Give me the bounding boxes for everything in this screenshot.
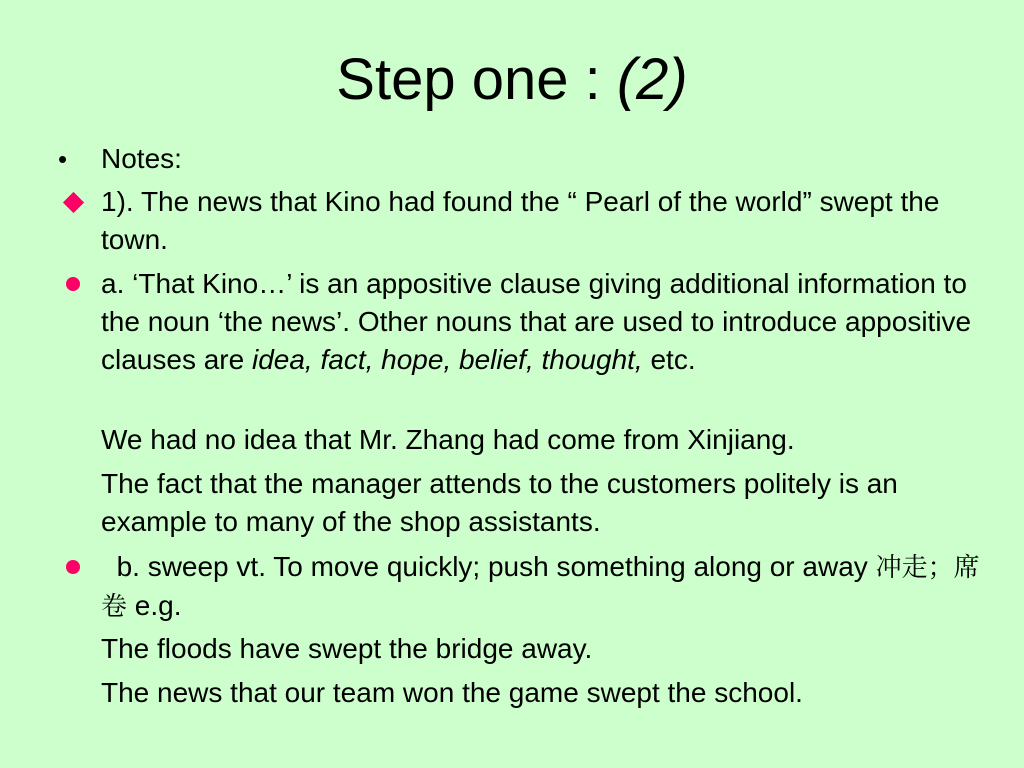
bullet-dot-icon: • [58, 144, 68, 174]
diamond-bullet-icon [63, 192, 84, 213]
note-item-a-italic-terms: idea, fact, hope, belief, thought, [251, 344, 643, 375]
note-item-a-lead: a. ‘That Kino…’ is an appositive clause giving additional information to the noun ‘the news’. Other nouns that are used to introduce appositive clauses are [101, 268, 972, 375]
slide-title-number: (2) [616, 47, 688, 112]
note-item-b [101, 548, 981, 626]
note-item-a-tail: etc. [642, 344, 696, 375]
note-item-b-lead: b. sweep vt. To move quickly; push something along or away [101, 551, 876, 582]
note-item-1: 1). The news that Kino had found the “ Pearl of the world” swept the town. [101, 186, 940, 255]
circle-bullet-icon [66, 560, 80, 574]
example-a1: We had no idea that Mr. Zhang had come from Xinjiang. [101, 424, 795, 455]
example-b1: The floods have swept the bridge away. [101, 633, 593, 664]
note-item-a [101, 265, 981, 379]
circle-bullet-icon [66, 277, 80, 291]
slide-title-main: Step one : [336, 47, 617, 112]
example-b2: The news that our team won the game swept the school. [101, 677, 803, 708]
notes-label: Notes: [101, 143, 182, 174]
example-a2: The fact that the manager attends to the customers politely is an example to many of the shop assistants. [101, 468, 898, 537]
slide-title [0, 44, 1024, 116]
note-item-b-tail: e.g. [127, 590, 182, 621]
note-item-b-chinese: 冲走；席卷 [101, 553, 980, 622]
